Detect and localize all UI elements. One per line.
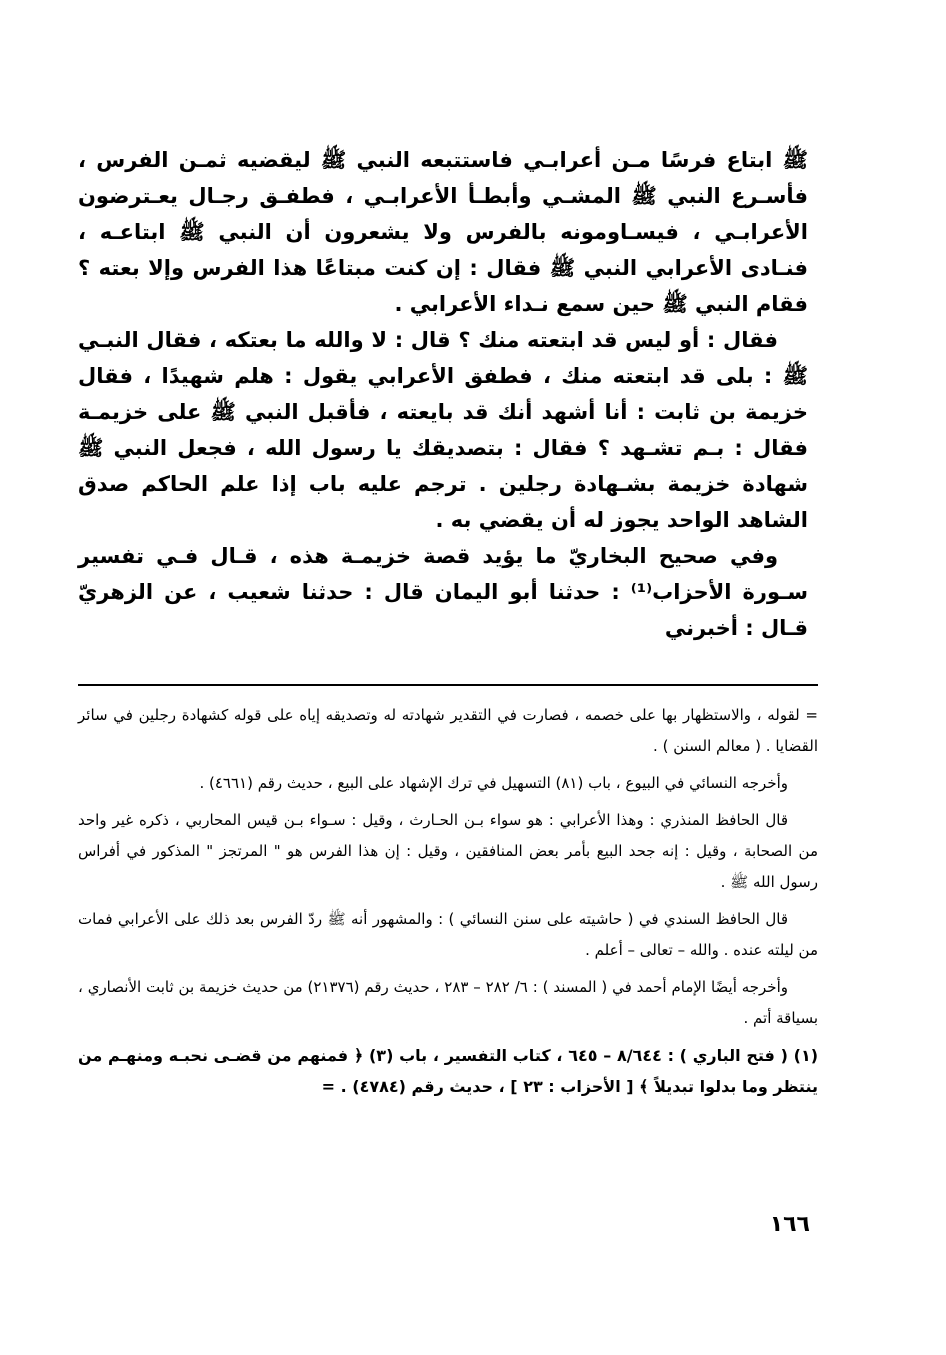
footnote-paragraph: قال الحافظ السندي في ( حاشيته على سنن النسائي ) : والمشهور أنه ﷺ ردّ الفرس بعد ذلك على الأعرابي فمات من ليلته عنده . والله – تعالى – أعلم . [78,910,818,959]
footnote-separator-line [78,684,818,686]
footnote-1: (١) ( فتح الباري ) : ٨/٦٤٤ – ٦٤٥ ، كتاب التفسير ، باب (٣) ﴿ فمنهم من قضـى نحبـه ومنهـم من ينتظر وما بدلوا تبديلاً ﴾ [ الأحزاب : ٢٣ ] ، حديث رقم (٤٧٨٤) . = [78,1046,819,1096]
footnote-paragraph: وأخرجه النسائي في البيوع ، باب (٨١) التسهيل في ترك الإشهاد على البيع ، حديث رقم (٤٦٦١) . [199,774,788,792]
main-paragraph: وفي صحيح البخاريّ ما يؤيد قصة خزيمـة هذه ، قـال فـي تفسير سـورة الأحزاب⁽¹⁾ : حدثنا أبو اليمان قال : حدثنا شعيب ، عن الزهريّ قـال : أخبرني [78,544,808,640]
main-paragraph: ﷺ ابتاع فرسًا مـن أعرابـي فاستتبعه النبي ﷺ ليقضيه ثمـن الفرس ، فأسـرع النبي ﷺ المشـي وأبطـأ الأعرابـي ، فطفـق رجـال يعـترضون الأعرابـي ، فيسـاومونه بالفرس ولا يشعرون أن النبي ﷺ ابتاعـه ، فنـادى الأعرابي النبي ﷺ فقال : إن كنت مبتاعًا هذا الفرس وإلا بعته ؟ فقام النبي ﷺ حين سمع نـداء الأعرابي . [78,148,808,316]
page-number: ١٦٦ [769,1212,810,1237]
footnote-continuation: = لقوله ، والاستظهار بها على خصمه ، فصارت في التقدير شهادته له وتصديقه إياه على قوله كشهادة رجلين في سائر القضايا . ( معالم السنن ) . [78,706,818,755]
main-paragraph: فقال : أو ليس قد ابتعته منك ؟ قال : لا والله ما بعتكه ، فقال النبـي ﷺ : بلى قد ابتعته منك ، فطفق الأعرابي يقول : هلم شهيدًا ، فقال خزيمة بن ثابت : أنا أشهد أنك قد بايعته ، فأقبل النبي ﷺ على خزيمـة فقال : بـم تشـهد ؟ فقال : بتصديقك يا رسول الله ، فجعل النبي ﷺ شهادة خزيمة بشـهادة رجلين . ترجم عليه باب إذا علم الحاكم صدق الشاهد الواحد يجوز له أن يقضي به . [78,328,808,532]
footnote-paragraph: وأخرجه أيضًا الإمام أحمد في ( المسند ) : ٦/ ٢٨٢ – ٢٨٣ ، حديث رقم (٢١٣٧٦) من حديث خزيمة بن ثابت الأنصاري ، بسياقة أتم . [78,978,818,1027]
footnotes-section [78,700,818,1108]
footnote-paragraph: قال الحافظ المنذري : وهذا الأعرابي : هو سواء بـن الحـارث ، وقيل : سـواء بـن قيس المحاربي ، ذكره غير واحد من الصحابة ، وقيل : إنه جحد البيع بأمر بعض المنافقين ، وقيل : إن هذا الفرس هو " المرتجز " المذكور في أفراس رسول الله ﷺ . [78,811,818,891]
main-body-text [78,142,808,646]
